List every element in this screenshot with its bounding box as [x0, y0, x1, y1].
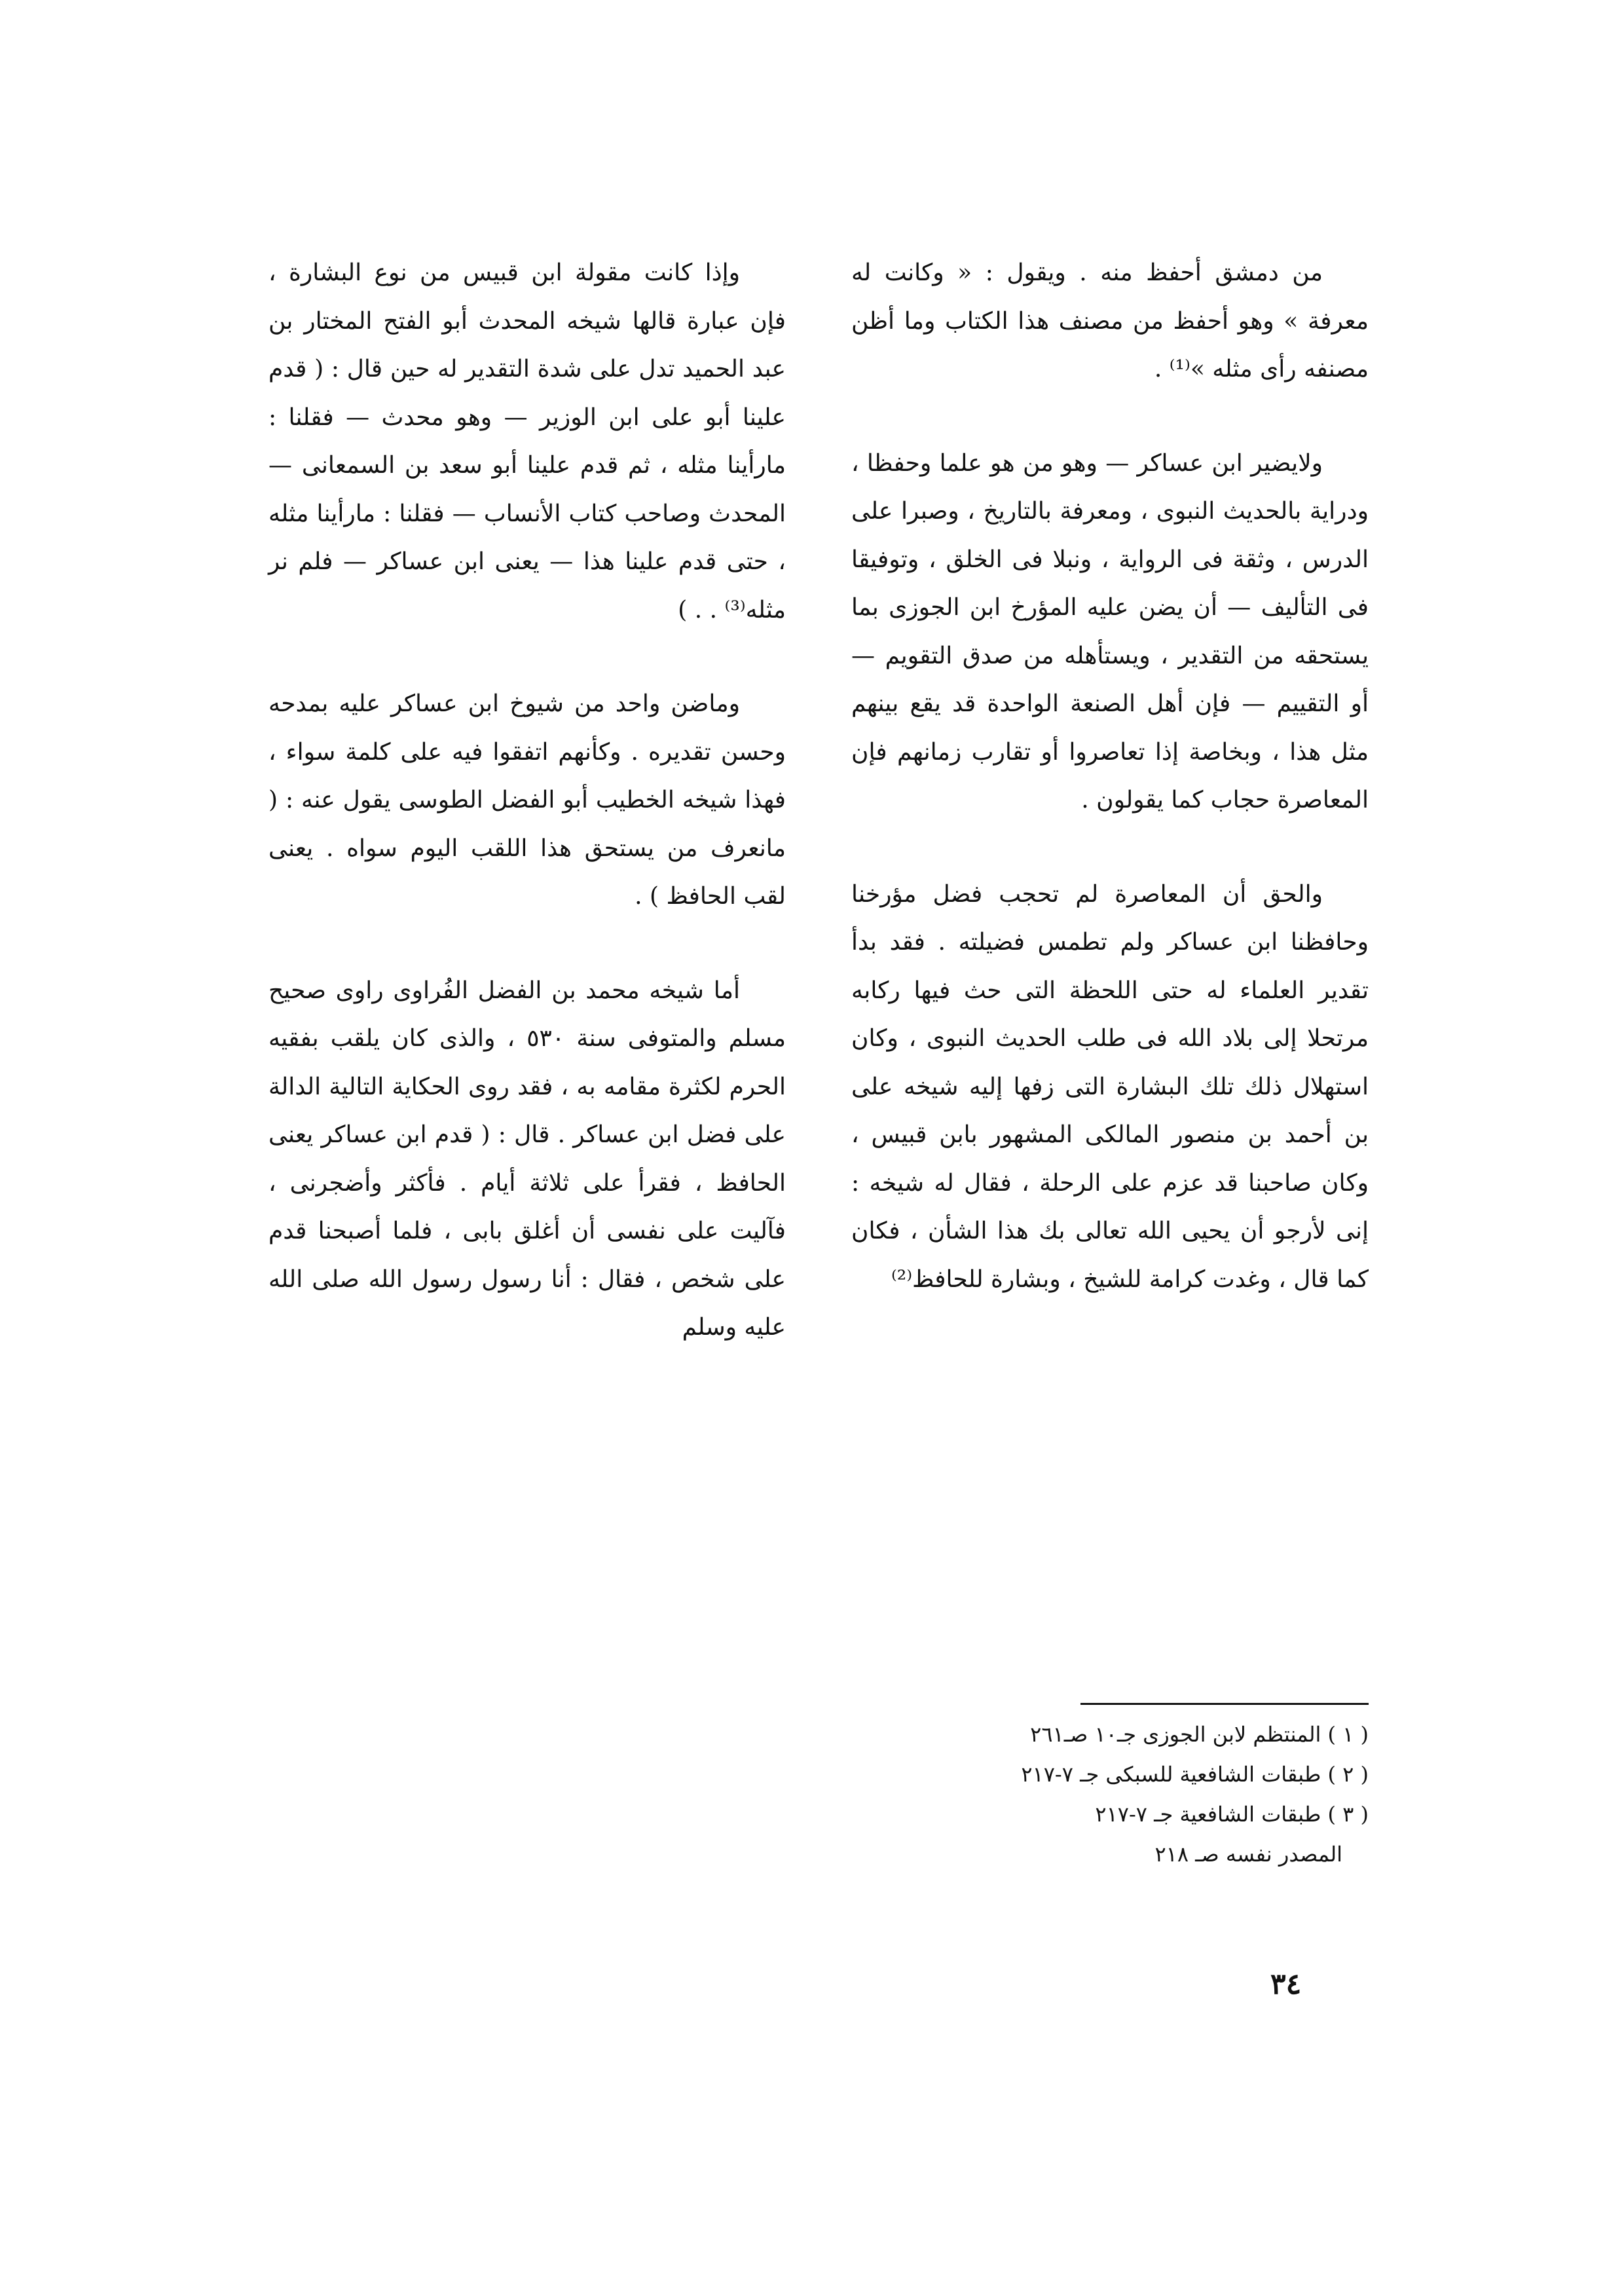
- paragraph: وماضن واحد من شيوخ ابن عساكر عليه بمدحه وحسن تقديره . وكأنهم اتفقوا فيه على كلمة سواء ، فهذا شيخه الخطيب أبو الفضل الطوسى يقول عنه : ( مانعرف من يستحق هذا اللقب اليوم سواه . يعنى لقب الحافظ ) .: [268, 690, 786, 910]
- paragraph: أما شيخه محمد بن الفضل الفُراوى راوى صحيح مسلم والمتوفى سنة ٥٣٠ ، والذى كان يلقب بفقيه الحرم لكثرة مقامه به ، فقد روى الحكاية التالية الدالة على فضل ابن عساكر . قال : ( قدم ابن عساكر يعنى الحافظ ، فقرأ على ثلاثة أيام . فأكثر وأضجرنى ، فآليت على نفسى أن أغلق بابى ، فلما أصبحنا قدم على شخص ، فقال : أنا رسول رسول الله صلى الله عليه وسلم: [268, 977, 786, 1341]
- footnote-divider: [1080, 1703, 1369, 1705]
- left-text-column: [268, 249, 786, 1352]
- paragraph: والحق أن المعاصرة لم تحجب فضل مؤرخنا وحافظنا ابن عساكر ولم تطمس فضيلته . فقد بدأ تقدير العلماء له حتى اللحظة التى حث فيها ركابه مرتحلا إلى بلاد الله فى طلب الحديث النبوى ، وكان استهلال ذلك تلك البشارة التى زفها إليه شيخه على بن أحمد بن منصور المالكى المشهور بابن قبيس ، وكان صاحبنا قد عزم على الرحلة ، فقال له شيخه : إنى لأرجو أن يحيى الله تعالى بك هذا الشأن ، فكان كما قال ، وغدت كرامة للشيخ ، وبشارة للحافظ⁽²⁾: [851, 880, 1369, 1293]
- paragraph: من دمشق أحفظ منه . ويقول : « وكانت له معرفة » وهو أحفظ من مصنف هذا الكتاب وما أظن مصنفه رأى مثله »⁽¹⁾ .: [851, 259, 1369, 382]
- footnotes: [851, 1715, 1369, 1875]
- footnote: ( ٢ ) طبقات الشافعية للسبكى جـ ٧-٢١٧: [1021, 1762, 1369, 1787]
- footnote: ( ٣ ) طبقات الشافعية جـ ٧-٢١٧: [1095, 1802, 1369, 1827]
- right-text-column: [851, 249, 1369, 1303]
- footnote: ( ١ ) المنتظم لابن الجوزى جـ١٠ صـ٢٦١: [1030, 1722, 1369, 1747]
- page-number: ٣٤: [1270, 1968, 1302, 2001]
- paragraph: ولايضير ابن عساكر — وهو من هو علما وحفظا ، ودراية بالحديث النبوى ، ومعرفة بالتاريخ ، وصبرا على الدرس ، وثقة فى الرواية ، ونبلا فى الخلق ، وتوفيقا فى التأليف — أن يضن عليه المؤرخ ابن الجوزى بما يستحقه من التقدير ، ويستأهله من صدق التقويم — أو التقييم — فإن أهل الصنعة الواحدة قد يقع بينهم مثل هذا ، وبخاصة إذا تعاصروا أو تقارب زمانهم فإن المعاصرة حجاب كما يقولون .: [851, 449, 1369, 813]
- footnote: المصدر نفسه صـ ٢١٨: [1154, 1842, 1342, 1867]
- paragraph: وإذا كانت مقولة ابن قبيس من نوع البشارة ، فإن عبارة قالها شيخه المحدث أبو الفتح المختار بن عبد الحميد تدل على شدة التقدير له حين قال : ( قدم علينا أبو على ابن الوزير — وهو محدث — فقلنا : مارأينا مثله ، ثم قدم علينا أبو سعد بن السمعانى — المحدث وصاحب كتاب الأنساب — فقلنا : مارأينا مثله ، حتى قدم علينا هذا — يعنى ابن عساكر — فلم نر مثله⁽³⁾ . . ): [268, 259, 786, 624]
